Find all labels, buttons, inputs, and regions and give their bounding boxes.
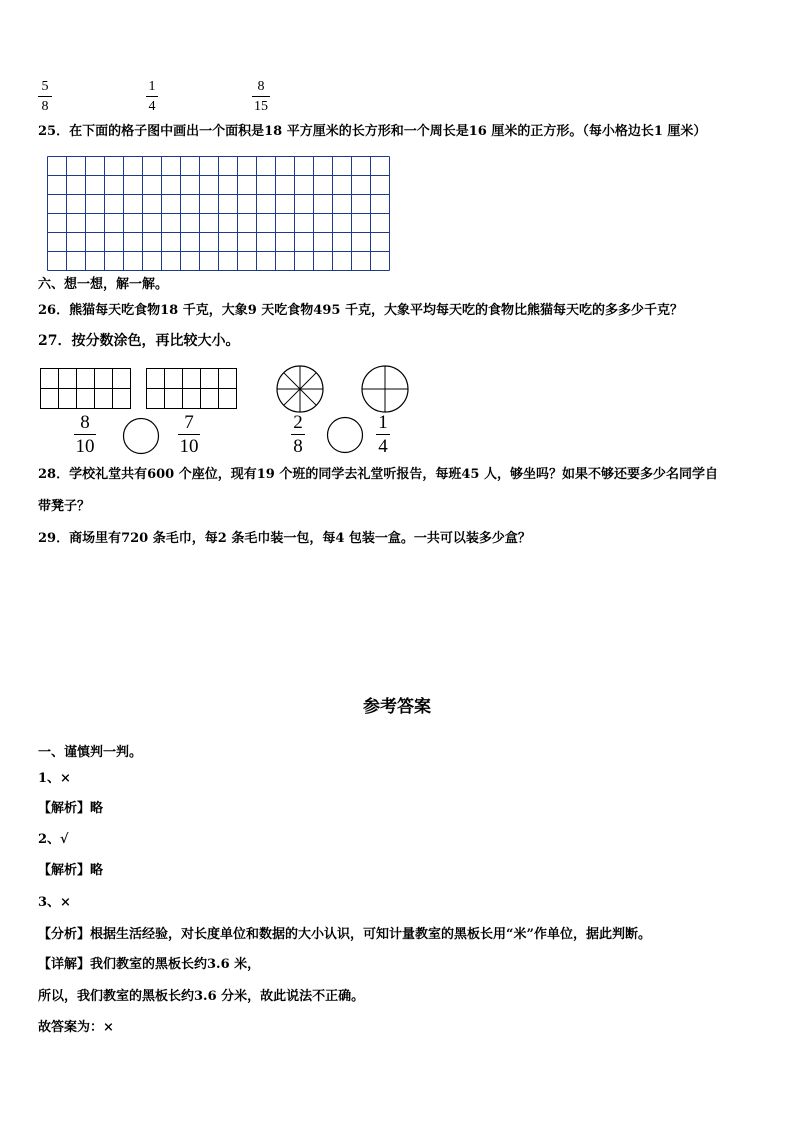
question-25	[38, 124, 706, 140]
circle-4-parts	[360, 364, 410, 414]
question-text-line1: 学校礼堂共有600 个座位，现有19 个班的同学去礼堂听报告，每班45 人，够坐吗？如果不够还要多少名同学自	[69, 467, 718, 482]
fraction-1-4	[146, 79, 158, 114]
fraction-numerator: 1	[378, 412, 388, 433]
fraction-8-10	[74, 413, 96, 456]
fraction-denominator: 10	[75, 436, 95, 457]
fraction-denominator: 10	[179, 436, 199, 457]
bar-model-10-parts-b	[146, 368, 238, 410]
square-grid	[47, 156, 391, 272]
fraction-numerator: 1	[148, 79, 156, 94]
question-text: 在下面的格子图中画出一个面积是18 平方厘米的长方形和一个周长是16 厘米的正方形。（每小格边长1 厘米）	[69, 124, 707, 139]
answers-title: 参考答案	[363, 697, 431, 717]
fraction-denominator: 8	[293, 436, 303, 457]
answer-3-final: 故答案为：×	[38, 1020, 114, 1035]
answer-2: 2、√	[38, 832, 69, 847]
circle-8-parts	[275, 364, 325, 414]
answer-3: 3、×	[38, 895, 71, 910]
question-29	[38, 531, 531, 547]
fraction-bar	[146, 96, 158, 97]
question-text: 按分数涂色，再比较大小。	[71, 333, 240, 349]
fraction-bar	[252, 96, 270, 97]
answer-3-conclusion: 所以，我们教室的黑板长约3.6 分米，故此说法不正确。	[38, 989, 365, 1004]
bar-model-10-parts-a	[40, 368, 132, 410]
question-text: 商场里有720 条毛巾，每2 条毛巾装一包，每4 包装一盒。一共可以装多少盒？	[69, 531, 531, 546]
fraction-2-8	[291, 413, 305, 456]
answer-3-analysis: 【分析】根据生活经验，对长度单位和数据的大小认识，可知计量教室的黑板长用“米”作单位，据此判断。	[38, 927, 651, 942]
fraction-bar	[178, 434, 200, 435]
answer-1: 1、×	[38, 771, 71, 786]
answer-2-note: 【解析】略	[38, 863, 104, 878]
question-number: 26．	[38, 303, 70, 318]
fraction-numerator: 8	[80, 412, 90, 433]
question-28-line2: 带凳子？	[38, 499, 91, 514]
fraction-bar	[376, 434, 390, 435]
fraction-8-15	[252, 79, 270, 114]
fraction-denominator: 4	[148, 99, 156, 114]
fraction-denominator: 15	[254, 99, 268, 114]
question-27	[38, 333, 239, 350]
answers-section-1: 一、谨慎判一判。	[38, 745, 143, 760]
fraction-denominator: 8	[41, 99, 49, 114]
fraction-numerator: 5	[41, 79, 49, 94]
question-28	[38, 467, 718, 483]
fraction-bar	[74, 434, 96, 435]
compare-circle-2[interactable]	[325, 416, 365, 454]
answer-1-note: 【解析】略	[38, 801, 104, 816]
question-26	[38, 303, 683, 319]
fraction-numerator: 7	[184, 412, 194, 433]
question-number: 28．	[38, 467, 70, 482]
question-text: 熊猫每天吃食物18 千克，大象9 天吃食物495 千克，大象平均每天吃的食物比熊猫每天吃的多多少千克？	[69, 303, 683, 318]
fraction-1-4-b	[376, 413, 390, 456]
fraction-numerator: 8	[257, 79, 265, 94]
fraction-denominator: 4	[378, 436, 388, 457]
fraction-bar	[291, 434, 305, 435]
compare-circle-1[interactable]	[121, 417, 161, 455]
answer-3-detail: 【详解】我们教室的黑板长约3.6 米，	[38, 957, 261, 972]
fraction-7-10	[178, 413, 200, 456]
section-6-heading: 六、想一想，解一解。	[38, 277, 169, 292]
question-number: 25．	[38, 124, 70, 139]
question-number: 27．	[38, 333, 72, 349]
fraction-bar	[38, 96, 52, 97]
fraction-numerator: 2	[293, 412, 303, 433]
fraction-5-8	[38, 79, 52, 114]
question-number: 29．	[38, 531, 70, 546]
